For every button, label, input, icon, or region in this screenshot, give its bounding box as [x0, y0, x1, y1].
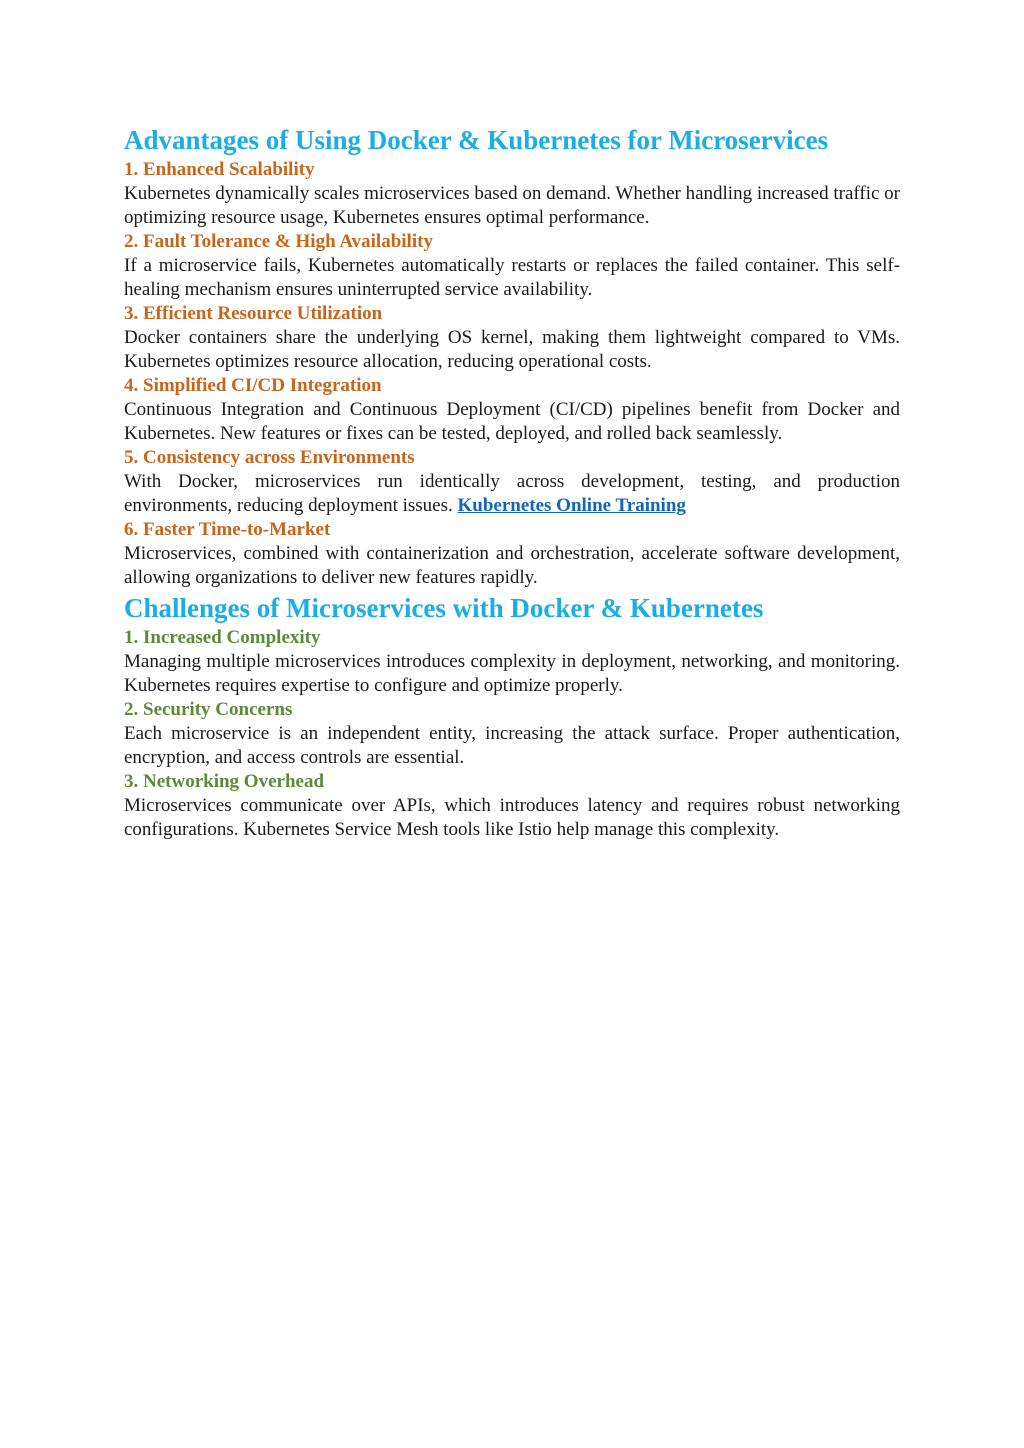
- challenge-heading-networking: 3. Networking Overhead: [124, 771, 325, 792]
- advantage-paragraph-consistency: [124, 470, 900, 518]
- advantage-heading-resource-utilization: 3. Efficient Resource Utilization: [124, 303, 383, 324]
- advantage-heading-fault-tolerance: 2. Fault Tolerance & High Availability: [124, 231, 433, 252]
- kubernetes-training-link[interactable]: Kubernetes Online Training: [457, 495, 686, 516]
- advantage-text-cicd: Continuous Integration and Continuous Deployment (CI/CD) pipelines benefit from Docker and Kubernetes. New features or fixes can be tested, deployed, and rolled back seamlessly.: [124, 399, 900, 444]
- advantage-text-scalability: Kubernetes dynamically scales microservices based on demand. Whether handling increased traffic or optimizing resource usage, Kubernetes ensures optimal performance.: [124, 183, 900, 228]
- advantage-heading-cicd: 4. Simplified CI/CD Integration: [124, 375, 382, 396]
- advantages-title: Advantages of Using Docker & Kubernetes for Microservices: [124, 125, 829, 155]
- advantage-heading-scalability: 1. Enhanced Scalability: [124, 159, 315, 180]
- challenge-heading-complexity: 1. Increased Complexity: [124, 627, 321, 648]
- challenges-title: Challenges of Microservices with Docker & Kubernetes: [124, 593, 764, 623]
- advantage-text-time-to-market: Microservices, combined with containerization and orchestration, accelerate software development, allowing organizations to deliver new features rapidly.: [124, 543, 900, 588]
- challenge-heading-security: 2. Security Concerns: [124, 699, 293, 720]
- advantage-heading-time-to-market: 6. Faster Time-to-Market: [124, 519, 331, 540]
- document-page: [124, 122, 900, 842]
- advantage-heading-consistency: 5. Consistency across Environments: [124, 447, 415, 468]
- challenge-text-security: Each microservice is an independent entity, increasing the attack surface. Proper authentication, encryption, and access controls are essential.: [124, 723, 900, 768]
- advantage-text-consistency: With Docker, microservices run identically across development, testing, and production environments, reducing deployment issues.: [124, 471, 900, 516]
- advantage-text-fault-tolerance: If a microservice fails, Kubernetes automatically restarts or replaces the failed container. This self-healing mechanism ensures uninterrupted service availability.: [124, 255, 900, 300]
- advantage-text-resource-utilization: Docker containers share the underlying OS kernel, making them lightweight compared to VMs. Kubernetes optimizes resource allocation, reducing operational costs.: [124, 327, 900, 372]
- challenge-text-networking: Microservices communicate over APIs, which introduces latency and requires robust networking configurations. Kubernetes Service Mesh tools like Istio help manage this complexity.: [124, 795, 900, 840]
- challenge-text-complexity: Managing multiple microservices introduces complexity in deployment, networking, and monitoring. Kubernetes requires expertise to configure and optimize properly.: [124, 651, 900, 696]
